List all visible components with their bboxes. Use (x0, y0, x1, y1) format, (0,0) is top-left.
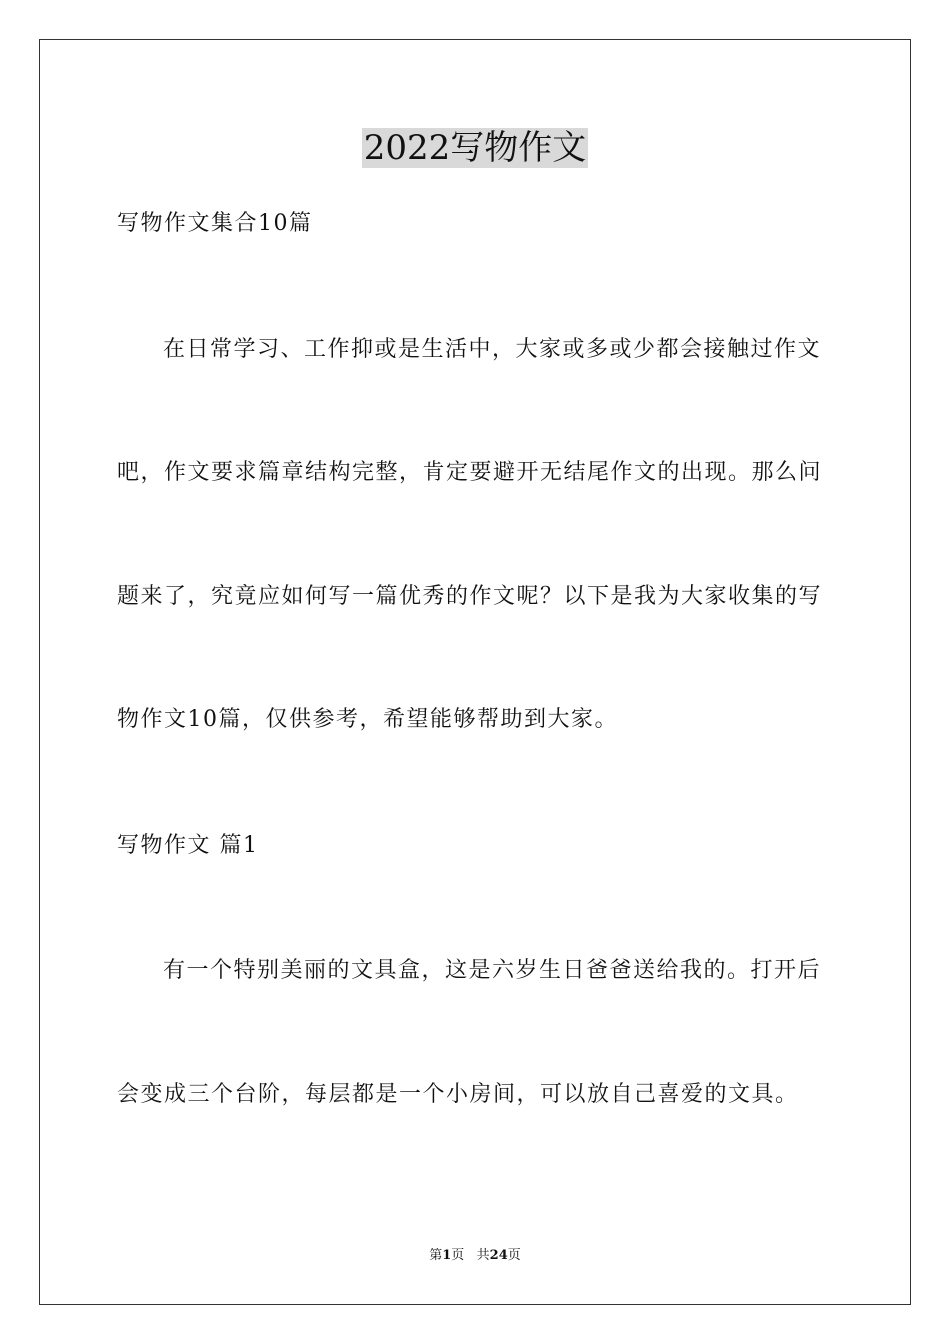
page-footer (0, 1248, 950, 1264)
footer-page-prefix: 第 (429, 1248, 443, 1263)
section-line-1: 有一个特别美丽的文具盒，这是六岁生日爸爸送给我的。打开后 (163, 958, 822, 983)
document-title: 2022写物作文 (363, 128, 587, 168)
footer-page-number: 1 (442, 1248, 452, 1263)
intro-line-1: 在日常学习、工作抑或是生活中，大家或多或少都会接触过作文 (163, 337, 822, 362)
intro-line-2: 吧，作文要求篇章结构完整，肯定要避开无结尾作文的出现。那么问 (117, 460, 823, 485)
intro-line-3: 题来了，究竟应如何写一篇优秀的作文呢？以下是我为大家收集的写 (117, 584, 823, 609)
intro-line-4: 物作文10篇，仅供参考，希望能够帮助到大家。 (117, 707, 618, 732)
footer-page-mid: 页 共 (451, 1248, 490, 1263)
footer-total-pages: 24 (489, 1248, 508, 1263)
document-subtitle: 写物作文集合10篇 (117, 211, 313, 236)
footer-page-suffix: 页 (507, 1248, 521, 1263)
section-heading: 写物作文 篇1 (117, 833, 259, 858)
section-line-2: 会变成三个台阶，每层都是一个小房间，可以放自己喜爱的文具。 (117, 1082, 799, 1107)
title-container (0, 128, 950, 168)
